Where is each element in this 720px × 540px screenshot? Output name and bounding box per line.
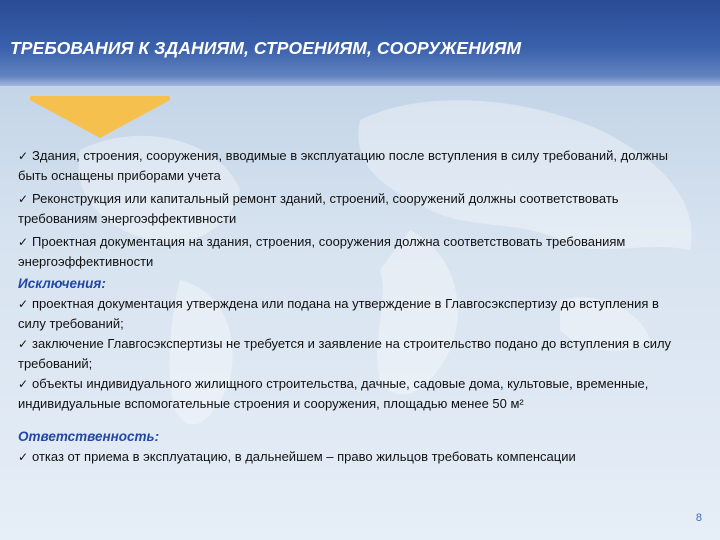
responsibility-heading: Ответственность: (18, 429, 160, 444)
requirement-item (18, 146, 688, 186)
checkmark-icon: ✓ (18, 149, 29, 163)
responsibility-item (18, 447, 688, 467)
checkmark-icon: ✓ (18, 192, 29, 206)
slide-title: ТРЕБОВАНИЯ К ЗДАНИЯМ, СТРОЕНИЯМ, СООРУЖЕНИЯМ (10, 38, 522, 58)
responsibility-list (18, 447, 688, 467)
exceptions-heading: Исключения: (18, 276, 106, 291)
checkmark-icon: ✓ (18, 297, 29, 311)
exceptions-list (18, 294, 688, 414)
exception-item (18, 334, 688, 374)
requirement-text: Проектная документация на здания, строения, сооружения должна соответствовать требованиям энергоэффективности (18, 234, 626, 269)
slide-content (18, 146, 688, 467)
requirement-text: Реконструкция или капитальный ремонт зданий, строений, сооружений должны соответствовать требованиям энергоэффективности (18, 191, 619, 226)
checkmark-icon: ✓ (18, 377, 29, 391)
exception-text: заключение Главгосэкспертизы не требуется и заявление на строительство подано до вступления в силу требований; (18, 336, 672, 371)
exception-text: проектная документация утверждена или подана на утверждение в Главгосэкспертизу до вступления в силу требований; (18, 296, 659, 331)
checkmark-icon: ✓ (18, 450, 29, 464)
exception-text: объекты индивидуального жилищного строительства, дачные, садовые дома, культовые, временные, индивидуальные вспомогательные строения и сооружения, площадью менее 50 м² (18, 376, 649, 411)
checkmark-icon: ✓ (18, 337, 29, 351)
responsibility-text: отказ от приема в эксплуатацию, в дальнейшем – право жильцов требовать компенсации (32, 449, 576, 464)
down-arrow-icon (30, 96, 170, 138)
requirement-item (18, 232, 688, 272)
page-number: 8 (695, 512, 702, 524)
checkmark-icon: ✓ (18, 235, 29, 249)
requirement-text: Здания, строения, сооружения, вводимые в эксплуатацию после вступления в силу требований, должны быть оснащены приборами учета (18, 148, 668, 183)
exception-item (18, 294, 688, 334)
title-bar (0, 0, 720, 86)
requirement-item (18, 189, 688, 229)
exception-item (18, 374, 688, 414)
